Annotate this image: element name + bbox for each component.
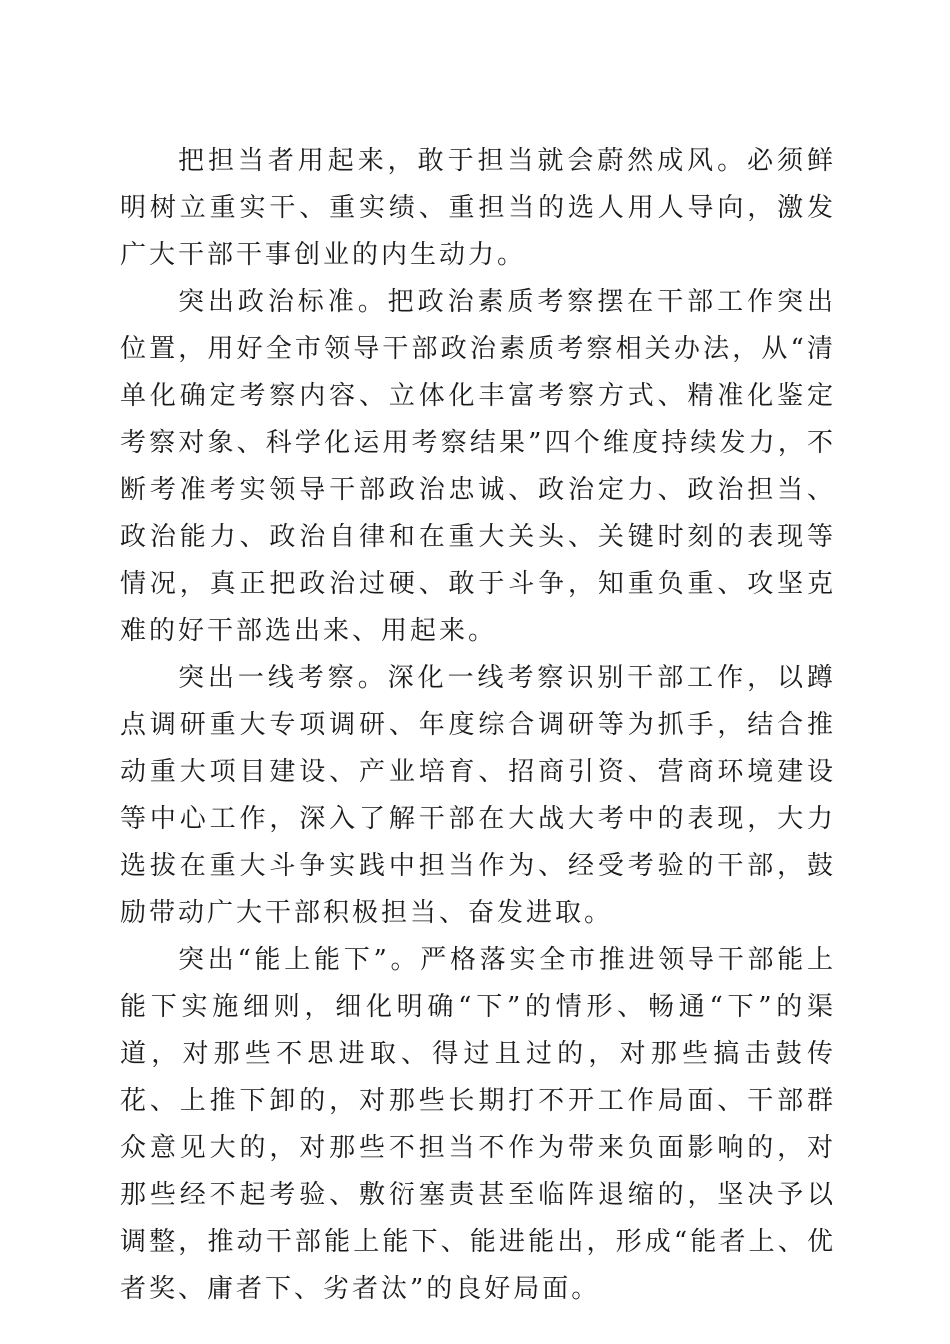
paragraph-intro: 把担当者用起来，敢于担当就会蔚然成风。必须鲜明树立重实干、重实绩、重担当的选人用人导向，激发广大干部干事创业的内生动力。 <box>120 146 836 270</box>
paragraph-political-standard: 突出政治标准。把政治素质考察摆在干部工作突出位置，用好全市领导干部政治素质考察相关办法，从“清单化确定考察内容、立体化丰富考察方式、精准化鉴定考察对象、科学化运用考察结果”四个维度持续发力，不断考准考实领导干部政治忠诚、政治定力、政治担当、政治能力、政治自律和在重大关头、关键时刻的表现等情况，真正把政治过硬、敢于斗争，知重负重、攻坚克难的好干部选出来、用起来。 <box>120 287 836 646</box>
paragraph-promotion-demotion: 突出“能上能下”。严格落实全市推进领导干部能上能下实施细则，细化明确“下”的情形、畅通“下”的渠道，对那些不思进取、得过且过的，对那些搞击鼓传花、上推下卸的，对那些长期打不开工作局面、干部群众意见大的，对那些不担当不作为带来负面影响的，对那些经不起考验、敷衍塞责甚至临阵退缩的，坚决予以调整，推动干部能上能下、能进能出，形成“能者上、优者奖、庸者下、劣者汰”的良好局面。 <box>120 945 836 1304</box>
paragraph-frontline-inspection: 突出一线考察。深化一线考察识别干部工作，以蹲点调研重大专项调研、年度综合调研等为抓手，结合推动重大项目建设、产业培育、招商引资、营商环境建设等中心工作，深入了解干部在大战大考中的表现，大力选拔在重大斗争实践中担当作为、经受考验的干部，鼓励带动广大干部积极担当、奋发进取。 <box>120 663 836 928</box>
document-page <box>120 138 836 1313</box>
